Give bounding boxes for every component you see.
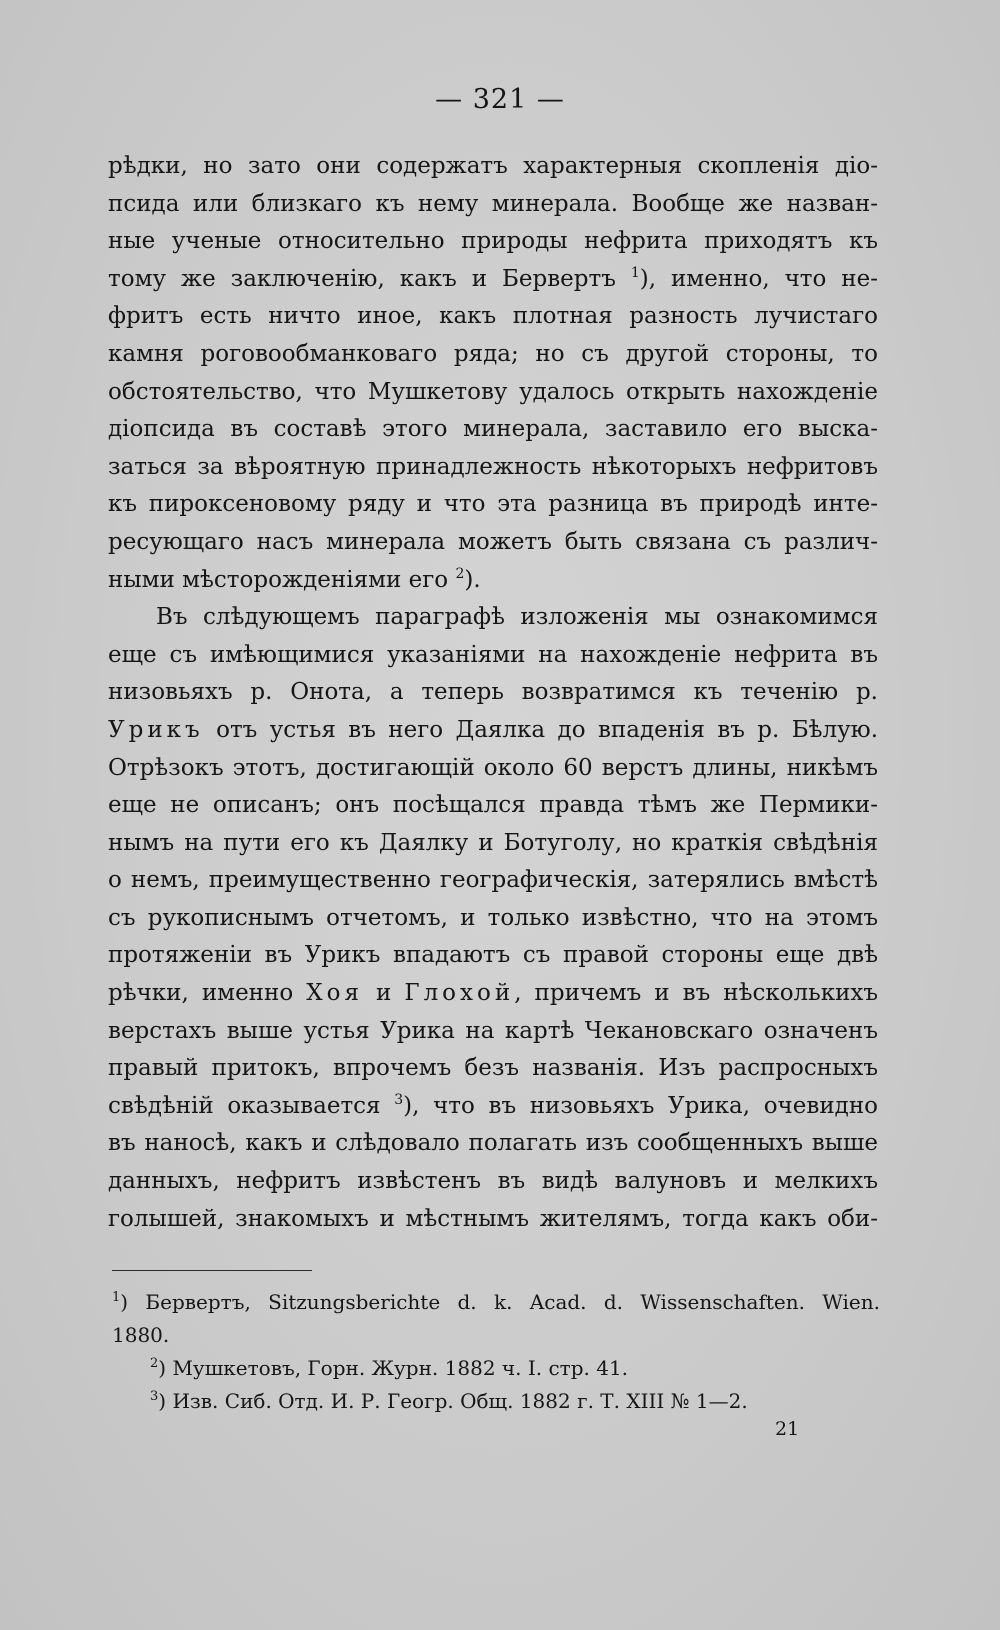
text-line: въ наносѣ, какъ и слѣдовало полагать изъ сообщенныхъ выше bbox=[108, 1130, 878, 1157]
text-line: заться за вѣроятную принадлежность нѣкоторыхъ нефритовъ bbox=[108, 453, 878, 480]
page-number: — 321 — bbox=[435, 84, 565, 115]
text-line bbox=[108, 261, 878, 299]
text-line: низовьяхъ р. Онота, а теперь возвратимся къ теченію р. bbox=[108, 679, 878, 706]
spaced-name: Глохой bbox=[404, 980, 515, 1007]
footnote-1-continuation: 1880. bbox=[112, 1323, 170, 1347]
text-line: псида или близкаго къ нему минерала. Вообще же назван- bbox=[108, 190, 878, 217]
text-line: голышей, знакомыхъ и мѣстнымъ жителямъ, тогда какъ оби- bbox=[108, 1205, 878, 1232]
text-line: протяженіи въ Урикъ впадаютъ съ правой стороны еще двѣ bbox=[108, 942, 878, 969]
text-line: къ пироксеновому ряду и что эта разница въ природѣ инте- bbox=[108, 491, 878, 518]
text-fragment: тому же заключенію, какъ и Бервертъ bbox=[108, 265, 631, 292]
spaced-name: Хоя bbox=[306, 980, 363, 1007]
text-line bbox=[108, 1088, 878, 1126]
text-line: Въ слѣдующемъ параграфѣ изложенія мы ознакомимся bbox=[156, 604, 878, 631]
text-fragment: рѣчки, именно bbox=[108, 980, 307, 1007]
text-line: ресующаго насъ минерала можетъ быть связана съ различ- bbox=[108, 528, 878, 555]
text-line: камня роговообманковаго ряда; но съ другой стороны, то bbox=[108, 340, 878, 367]
text-line bbox=[108, 562, 878, 600]
text-fragment: ), именно, что не- bbox=[639, 265, 878, 292]
text-line: еще съ имѣющимися указаніями на нахожденіе нефрита въ bbox=[108, 641, 878, 668]
footnotes bbox=[112, 1286, 880, 1418]
footnote-ref: 1 bbox=[630, 264, 640, 281]
text-fragment: ), что въ низовьяхъ Урика, очевидно bbox=[403, 1092, 878, 1119]
text-line: рѣдки, но зато они содержатъ характерныя скопленія діо- bbox=[108, 153, 878, 179]
footnote-2 bbox=[112, 1352, 880, 1385]
text-line: обстоятельство, что Мушкетову удалось открыть нахожденіе bbox=[108, 378, 878, 405]
text-fragment: ). bbox=[464, 566, 481, 593]
text-line: верстахъ выше устья Урика на картѣ Чекановскаго означенъ bbox=[108, 1017, 878, 1044]
footnote-marker: 3 bbox=[150, 1389, 159, 1404]
footnote-text: ) Мушкетовъ, Горн. Журн. 1882 ч. I. стр. 41. bbox=[158, 1356, 629, 1380]
footnote-marker: 2 bbox=[150, 1356, 159, 1371]
text-line: нымъ на пути его къ Даялку и Ботуголу, но краткія свѣдѣнія bbox=[108, 829, 878, 856]
text-line: діопсида въ составѣ этого минерала, заставило его выска- bbox=[108, 416, 878, 443]
text-line bbox=[108, 975, 878, 1013]
footnote-marker: 1 bbox=[112, 1290, 121, 1305]
text-fragment: ными мѣсторожденіями его bbox=[108, 566, 456, 593]
text-line: еще не описанъ; онъ посѣщался правда тѣмъ же Пермики- bbox=[108, 792, 878, 819]
footnote-text: ) Бервертъ, Sitzungsberichte d. k. Acad. d. Wissenschaften. Wien. bbox=[120, 1290, 880, 1314]
footnote-text: ) Изв. Сиб. Отд. И. Р. Геогр. Общ. 1882 г. Т. XIII № 1—2. bbox=[158, 1389, 748, 1413]
text-line: правый притокъ, впрочемъ безъ названія. Изъ распросныхъ bbox=[108, 1055, 878, 1082]
footnote-3 bbox=[112, 1385, 880, 1418]
text-line: Отрѣзокъ этотъ, достигающій около 60 верстъ длины, никѣмъ bbox=[108, 754, 878, 781]
text-line: о немъ, преимущественно географическія, затерялись вмѣстѣ bbox=[108, 867, 878, 894]
body-text bbox=[108, 148, 878, 1238]
footnote-ref: 3 bbox=[394, 1091, 404, 1108]
text-line: фритъ есть ничто иное, какъ плотная разность лучистаго bbox=[108, 303, 878, 330]
text-line: съ рукописнымъ отчетомъ, и только извѣстно, что на этомъ bbox=[108, 904, 878, 931]
text-line: ные ученые относительно природы нефрита приходятъ къ bbox=[108, 228, 878, 255]
text-fragment: и bbox=[362, 980, 405, 1007]
text-fragment: , причемъ и въ нѣсколькихъ bbox=[514, 980, 878, 1007]
footnote-ref: 2 bbox=[455, 565, 465, 582]
spaced-name: Урикъ bbox=[108, 716, 204, 743]
text-fragment: свѣдѣній оказывается bbox=[108, 1092, 395, 1119]
text-line bbox=[108, 712, 878, 750]
footnote-1 bbox=[112, 1286, 880, 1319]
sheet-signature: 21 bbox=[775, 1418, 800, 1440]
text-line: данныхъ, нефритъ извѣстенъ въ видѣ валуновъ и мелкихъ bbox=[108, 1168, 878, 1195]
footnote-divider bbox=[112, 1270, 312, 1271]
text-fragment: отъ устья въ него Даялка до впаденія въ р. Бѣлую. bbox=[203, 716, 878, 743]
